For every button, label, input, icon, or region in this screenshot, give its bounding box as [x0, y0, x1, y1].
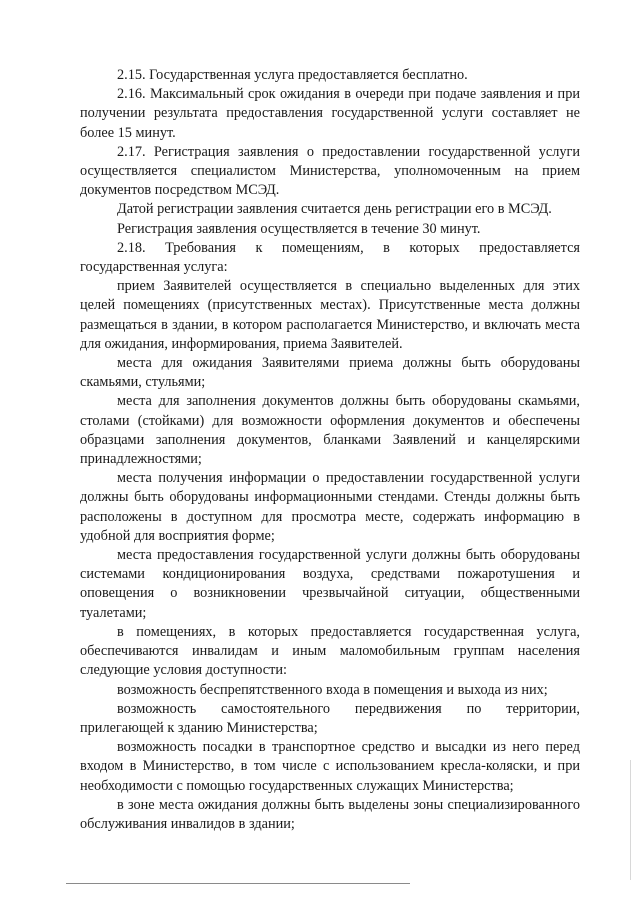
paragraph-registration-time: Регистрация заявления осуществляется в течение 30 минут.	[117, 220, 481, 237]
paragraph-accessibility-intro: в помещениях, в которых предоставляется государственная услуга, обеспечиваются инвалидам и иным маломобильным группам населения следующие условия доступности:	[80, 623, 580, 679]
paragraph-2-15: 2.15. Государственная услуга предоставляется бесплатно.	[117, 67, 468, 83]
document-body	[80, 66, 580, 834]
paragraph-reception: прием Заявителей осуществляется в специально выделенных для этих целей помещениях (присутственных местах). Присутственные места должны размещаться в здании, в котором располагается Министерство, и включать места для ожидания, информирования, приема Заявителей.	[80, 278, 580, 352]
paragraph-waiting-places: места для ожидания Заявителями приема должны быть оборудованы скамьями, стульями;	[80, 355, 580, 391]
paragraph-accessibility-zones: в зоне места ожидания должны быть выделены зоны специализированного обслуживания инвалидов в здании;	[80, 796, 580, 832]
paragraph-2-17: 2.17. Регистрация заявления о предоставлении государственной услуги осуществляется специалистом Министерства, уполномоченным на прием документов посредством МСЭД.	[80, 143, 580, 199]
paragraph-registration-date: Датой регистрации заявления считается день регистрации его в МСЭД.	[117, 201, 552, 218]
scan-edge-line	[630, 760, 631, 880]
paragraph-2-18: 2.18. Требования к помещениям, в которых предоставляется государственная услуга:	[80, 239, 580, 276]
paragraph-information-places: места получения информации о предоставлении государственной услуги должны быть оборудованы информационными стендами. Стенды должны быть расположены в доступном для просмотра месте, содержать информацию в удобной для восприятия форме;	[80, 470, 580, 544]
paragraph-filling-places: места для заполнения документов должны быть оборудованы скамьями, столами (стойками) для возможности оформления документов и обеспечены образцами заполнения документов, бланками Заявлений и канцелярскими принадлежностями;	[80, 393, 580, 468]
paragraph-accessibility-transport: возможность посадки в транспортное средство и высадки из него перед входом в Министерство, в том числе с использованием кресла-коляски, и при необходимости с помощью государственных служащих Министерства;	[80, 739, 580, 794]
paragraph-accessibility-movement: возможность самостоятельного передвижения по территории, прилегающей к зданию Министерства;	[80, 700, 580, 736]
paragraph-service-places: места предоставления государственной услуги должны быть оборудованы системами кондиционирования воздуха, средствами пожаротушения и оповещения о возникновении чрезвычайной ситуации, общественными туалетами;	[80, 547, 580, 621]
scan-bottom-line	[66, 883, 410, 884]
paragraph-accessibility-entry: возможность беспрепятственного входа в помещения и выхода из них;	[117, 681, 548, 698]
paragraph-2-16: 2.16. Максимальный срок ожидания в очереди при подаче заявления и при получении результата предоставления государственной услуги составляет не более 15 минут.	[80, 86, 580, 141]
